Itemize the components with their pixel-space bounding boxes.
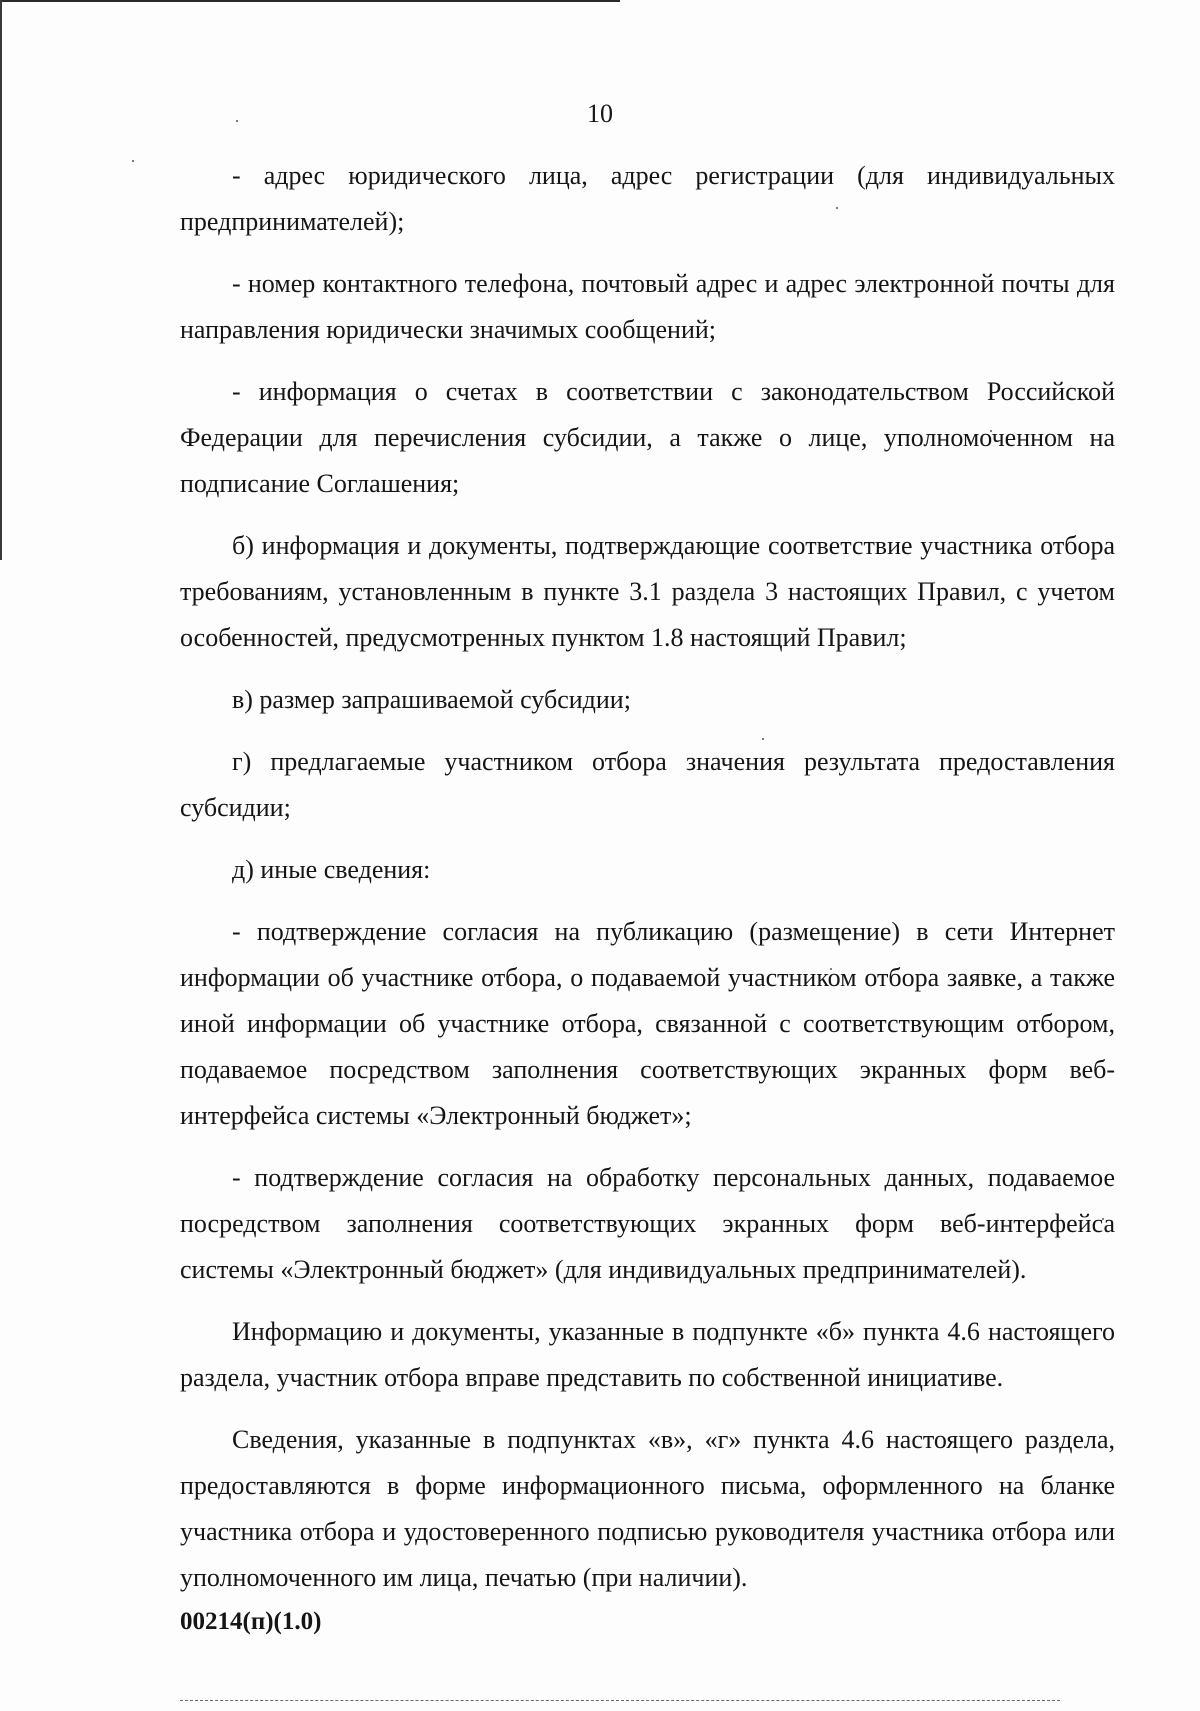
document-body <box>180 153 1115 1601</box>
paragraph-item-g: г) предлагаемые участником отбора значения результата предоставления субсидии; <box>180 747 1115 822</box>
paragraph-item-d: д) иные сведения: <box>232 855 431 884</box>
scan-left-edge <box>0 0 2 560</box>
paragraph-personal-data-consent: - подтверждение согласия на обработку персональных данных, подаваемое посредством заполнения соответствующих экранных форм веб-интерфейса системы «Электронный бюджет» (для индивидуальных предпринимателей). <box>180 1163 1115 1284</box>
paragraph-item-b: б) информация и документы, подтверждающие соответствие участника отбора требованиям, установленным в пункте 3.1 раздела 3 настоящих Правил, с учетом особенностей, предусмотренных пунктом 1.8 настоящий Правил; <box>180 531 1115 652</box>
document-code: 00214(п)(1.0) <box>180 1608 322 1635</box>
paragraph-legal-address: - адрес юридического лица, адрес регистрации (для индивидуальных предпринимателей); <box>180 161 1115 236</box>
paragraph-account-info: - информация о счетах в соответствии с законодательством Российской Федерации для перечисления субсидии, а также о лице, уполномоченном на подписание Соглашения; <box>180 377 1115 498</box>
paragraph-publication-consent: - подтверждение согласия на публикацию (размещение) в сети Интернет информации об участнике отбора, о подаваемой участником отбора заявке, а также иной информации об участнике отбора, связанной с соответствующим отбором, подаваемое посредством заполнения соответствующих экранных форм веб-интерфейса системы «Электронный бюджет»; <box>180 917 1115 1130</box>
paragraph-item-v: в) размер запрашиваемой субсидии; <box>232 685 631 714</box>
paragraph-own-initiative: Информацию и документы, указанные в подпункте «б» пункта 4.6 настоящего раздела, участник отбора вправе представить по собственной инициативе. <box>180 1317 1115 1392</box>
scan-speck <box>132 160 134 162</box>
paragraph-information-letter: Сведения, указанные в подпунктах «в», «г» пункта 4.6 настоящего раздела, предоставляются в форме информационного письма, оформленного на бланке участника отбора и удостоверенного подписью руководителя участника отбора или уполномоченного им лица, печатью (при наличии). <box>180 1425 1115 1592</box>
scan-bottom-edge <box>180 1700 1060 1702</box>
paragraph-contact-info: - номер контактного телефона, почтовый адрес и адрес электронной почты для направления юридически значимых сообщений; <box>180 269 1115 344</box>
page-number: 10 <box>587 99 613 128</box>
scan-top-edge <box>0 0 620 2</box>
